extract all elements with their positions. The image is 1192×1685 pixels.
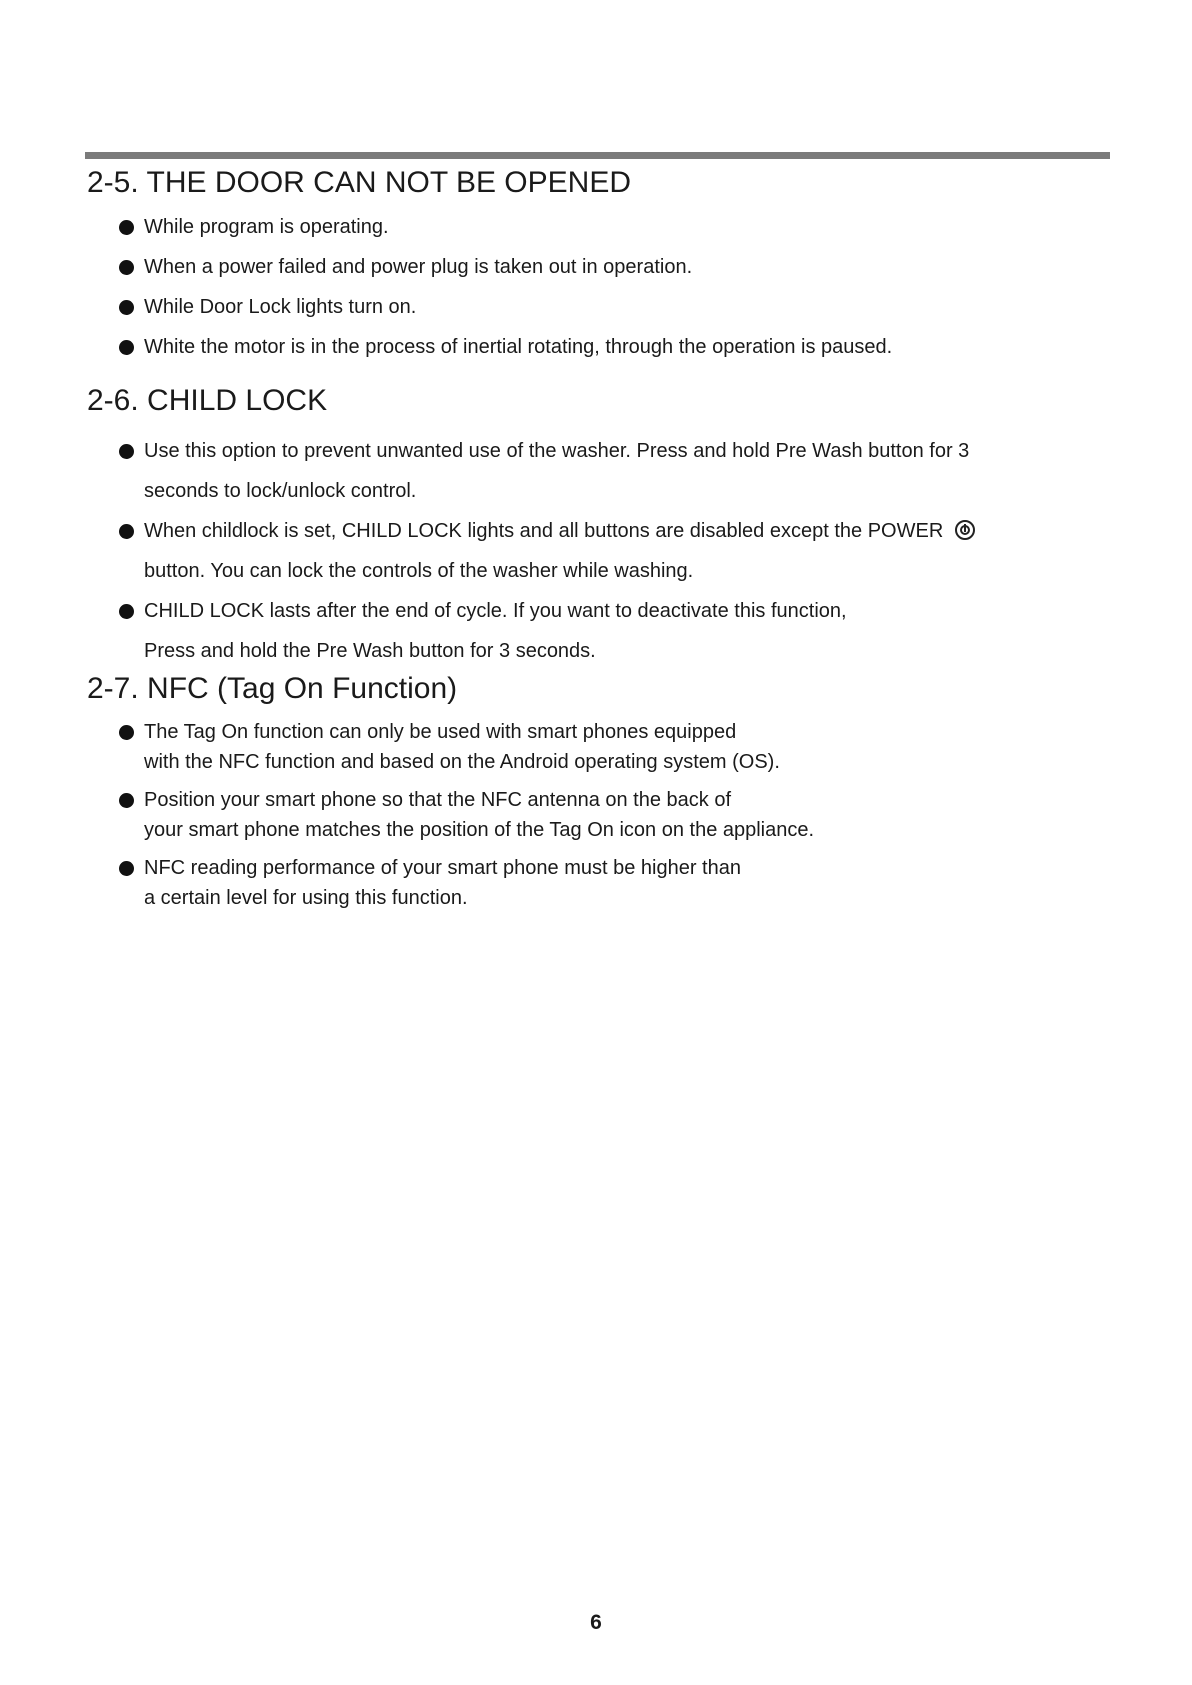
list-item: While Door Lock lights turn on. [87, 293, 1127, 321]
list-item-line: your smart phone matches the position of the Tag On icon on the appliance. [144, 819, 815, 841]
list-item: While program is operating. [87, 213, 1127, 241]
page-number: 6 [590, 1611, 602, 1634]
section-title: 2-6. CHILD LOCK [87, 384, 328, 417]
list-item-line: with the NFC function and based on the Android operating system (OS). [144, 751, 780, 773]
list-item [87, 431, 1127, 511]
list-item [87, 853, 1127, 913]
bullet-list [87, 431, 1127, 671]
list-item-line: a certain level for using this function. [144, 887, 468, 909]
list-item-line: The Tag On function can only be used with smart phones equipped [144, 721, 737, 743]
list-item-line: Use this option to prevent unwanted use of the washer. Press and hold Pre Wash button for 3 [144, 440, 970, 462]
list-item-line: NFC reading performance of your smart phone must be higher than [144, 857, 741, 879]
list-item [87, 591, 1127, 671]
section-title: 2-7. NFC (Tag On Function) [87, 672, 458, 705]
bullet-list [87, 717, 1127, 913]
section-title: 2-5. THE DOOR CAN NOT BE OPENED [87, 166, 631, 199]
list-item-line: seconds to lock/unlock control. [144, 480, 417, 502]
list-item-line: CHILD LOCK lasts after the end of cycle. If you want to deactivate this function, [144, 600, 847, 622]
header-rule [85, 152, 1110, 159]
list-item: White the motor is in the process of inertial rotating, through the operation is paused. [87, 333, 1127, 361]
section-child-lock [87, 383, 1127, 671]
power-icon [955, 520, 975, 540]
list-item-line: Press and hold the Pre Wash button for 3 seconds. [144, 640, 596, 662]
section-nfc-tag-on [87, 671, 1127, 921]
list-item-line: button. You can lock the controls of the washer while washing. [144, 560, 694, 582]
list-item-line: When childlock is set, CHILD LOCK lights and all buttons are disabled except the POWER [144, 520, 944, 542]
list-item [87, 785, 1127, 845]
list-item [87, 717, 1127, 777]
bullet-list [87, 213, 1127, 361]
list-item [87, 511, 1127, 591]
list-item-line: Position your smart phone so that the NFC antenna on the back of [144, 789, 732, 811]
section-door-can-not-be-opened [87, 165, 1127, 373]
list-item: When a power failed and power plug is taken out in operation. [87, 253, 1127, 281]
